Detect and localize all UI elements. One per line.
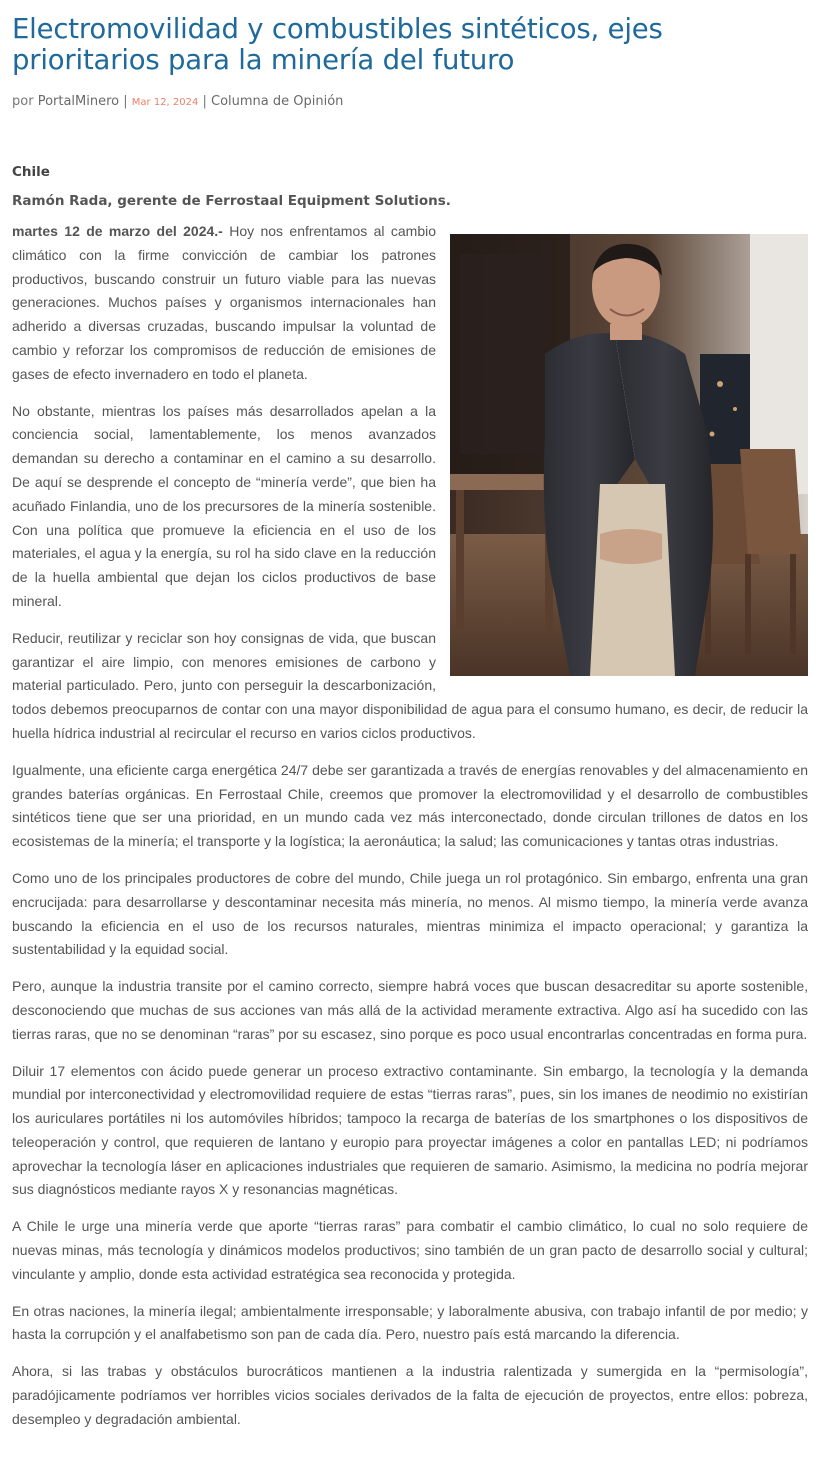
body-paragraph: A Chile le urge una minería verde que aporte “tierras raras” para combatir el cambio climático, lo cual no solo requiere de nuevas minas, más tecnología y dinámicos modelos productivos; sino también de un gran pacto de desarrollo social y cultural; vinculante y amplio, donde esta actividad estratégica sea reconocida y protegida. (12, 1218, 808, 1282)
article-meta (12, 92, 808, 112)
publish-date: Mar 12, 2024 (131, 97, 199, 108)
paragraph-text: Hoy nos enfrentamos al cambio climático con la firme convicción de cambiar los patrones productivos, buscando construir un futuro viable para las nuevas generaciones. Muchos países y organismos internacionales han adherido a diversas cruzadas, buscando impulsar la voluntad de cambio y reforzar los compromisos de reducción de emisiones de gases de efecto invernadero en todo el planeta. (12, 223, 437, 382)
category-link[interactable]: Columna de Opinión (211, 94, 344, 109)
body-paragraph: Ahora, si las trabas y obstáculos burocráticos mantienen a la industria ralentizada y sumergida en la “permisología”, paradójicamente podríamos ver horribles vicios sociales derivados de la falta de ejecución de proyectos, entre ellos: pobreza, desempleo y degradación ambiental. (12, 1363, 808, 1427)
author-photo (450, 234, 808, 676)
meta-separator: | (119, 94, 132, 109)
author-link[interactable]: PortalMinero (37, 94, 120, 109)
body-paragraph: Como uno de los principales productores de cobre del mundo, Chile juega un rol protagónico. Sin embargo, enfrenta una gran encrucijada: para desarrollarse y descontaminar necesita más minería, no menos. Al mismo tiempo, la minería verde avanza buscando la eficiencia en el uso de los recursos naturales, mientras minimiza el impacto operacional; y garantiza la sustentabilidad y la equidad social. (12, 869, 808, 958)
body-paragraph: Diluir 17 elementos con ácido puede generar un proceso extractivo contaminante. Sin embargo, la tecnología y la demanda mundial por interconectividad y electromovilidad requiere de estas “tierras raras”, pues, sin los imanes de neodimio no existirían los auriculares portátiles ni los automóviles híbridos; tampoco la recarga de baterías de los smartphones o los dispositivos de teleoperación y control, que requieren de lantano y europio para proyectar imágenes a color en pantallas LED; ni podríamos aprovechar la tecnología láser en aplicaciones industriales que requieren de samario. Asimismo, la medicina no podría mejorar sus diagnósticos mediante rayos X y resonancias magnéticas. (12, 1062, 808, 1198)
body-paragraph: Igualmente, una eficiente carga energética 24/7 debe ser garantizada a través de energías renovables y del almacenamiento en grandes baterías orgánicas. En Ferrostaal Chile, creemos que promover la electromovilidad y el desarrollo de combustibles sintéticos tiene que ser una prioridad, en un mundo cada vez más interconectado, donde circulan trillones de datos en los ecosistemas de la minería; el transporte y la logística; la aeronáutica; la salud; las comunicaciones y tantas otras industrias. (12, 761, 808, 850)
article-body (12, 220, 808, 1432)
lead-date: martes 12 de marzo del 2024.- (12, 223, 223, 239)
meta-separator: | (198, 94, 212, 109)
article-byline: Ramón Rada, gerente de Ferrostaal Equipment Solutions. (12, 193, 451, 209)
body-paragraph: No obstante, mientras los países más desarrollados apelan a la conciencia social, lamentablemente, los menos avanzados demandan su derecho a contaminar en el camino a su desarrollo. De aquí se desprende el concepto de “minería verde”, que bien ha acuñado Finlandia, uno de los precursores de la minería sostenible. Con una política que promueve la eficiencia en el uso de los materiales, el agua y la energía, su rol ha sido clave en la reducción de la huella ambiental que dejan los ciclos productivos de base mineral. (12, 402, 436, 609)
body-paragraph: Pero, aunque la industria transite por el camino correcto, siempre habrá voces que buscan desacreditar su aporte sostenible, desconociendo que muchas de sus acciones van más allá de la actividad meramente extractiva. Algo así ha sucedido con las tierras raras, que no se denominan “raras” por su escasez, sino porque es poco usual encontrarlas concentradas en forma pura. (12, 978, 808, 1042)
article (12, 0, 808, 1445)
body-paragraph: Reducir, reutilizar y reciclar son hoy consignas de vida, que buscan garantizar el aire limpio, con menores emisiones de carbono y material particulado. Pero, junto con perseguir la descarbonización, todos debemos preocuparnos de contar con una mayor disponibilidad de agua para el consumo humano, es decir, de reducir la huella hídrica industrial al recircular el recurso en varios ciclos productivos. (12, 629, 808, 741)
meta-prefix: por (12, 94, 38, 109)
article-title: Electromovilidad y combustibles sintéticos, ejes prioritarios para la minería del futuro (12, 13, 663, 76)
body-paragraph: En otras naciones, la minería ilegal; ambientalmente irresponsable; y laboralmente abusiva, con trabajo infantil de por medio; y hasta la corrupción y el analfabetismo son pan de cada día. Pero, nuestro país está marcando la diferencia. (12, 1302, 808, 1343)
article-country: Chile (12, 164, 50, 180)
